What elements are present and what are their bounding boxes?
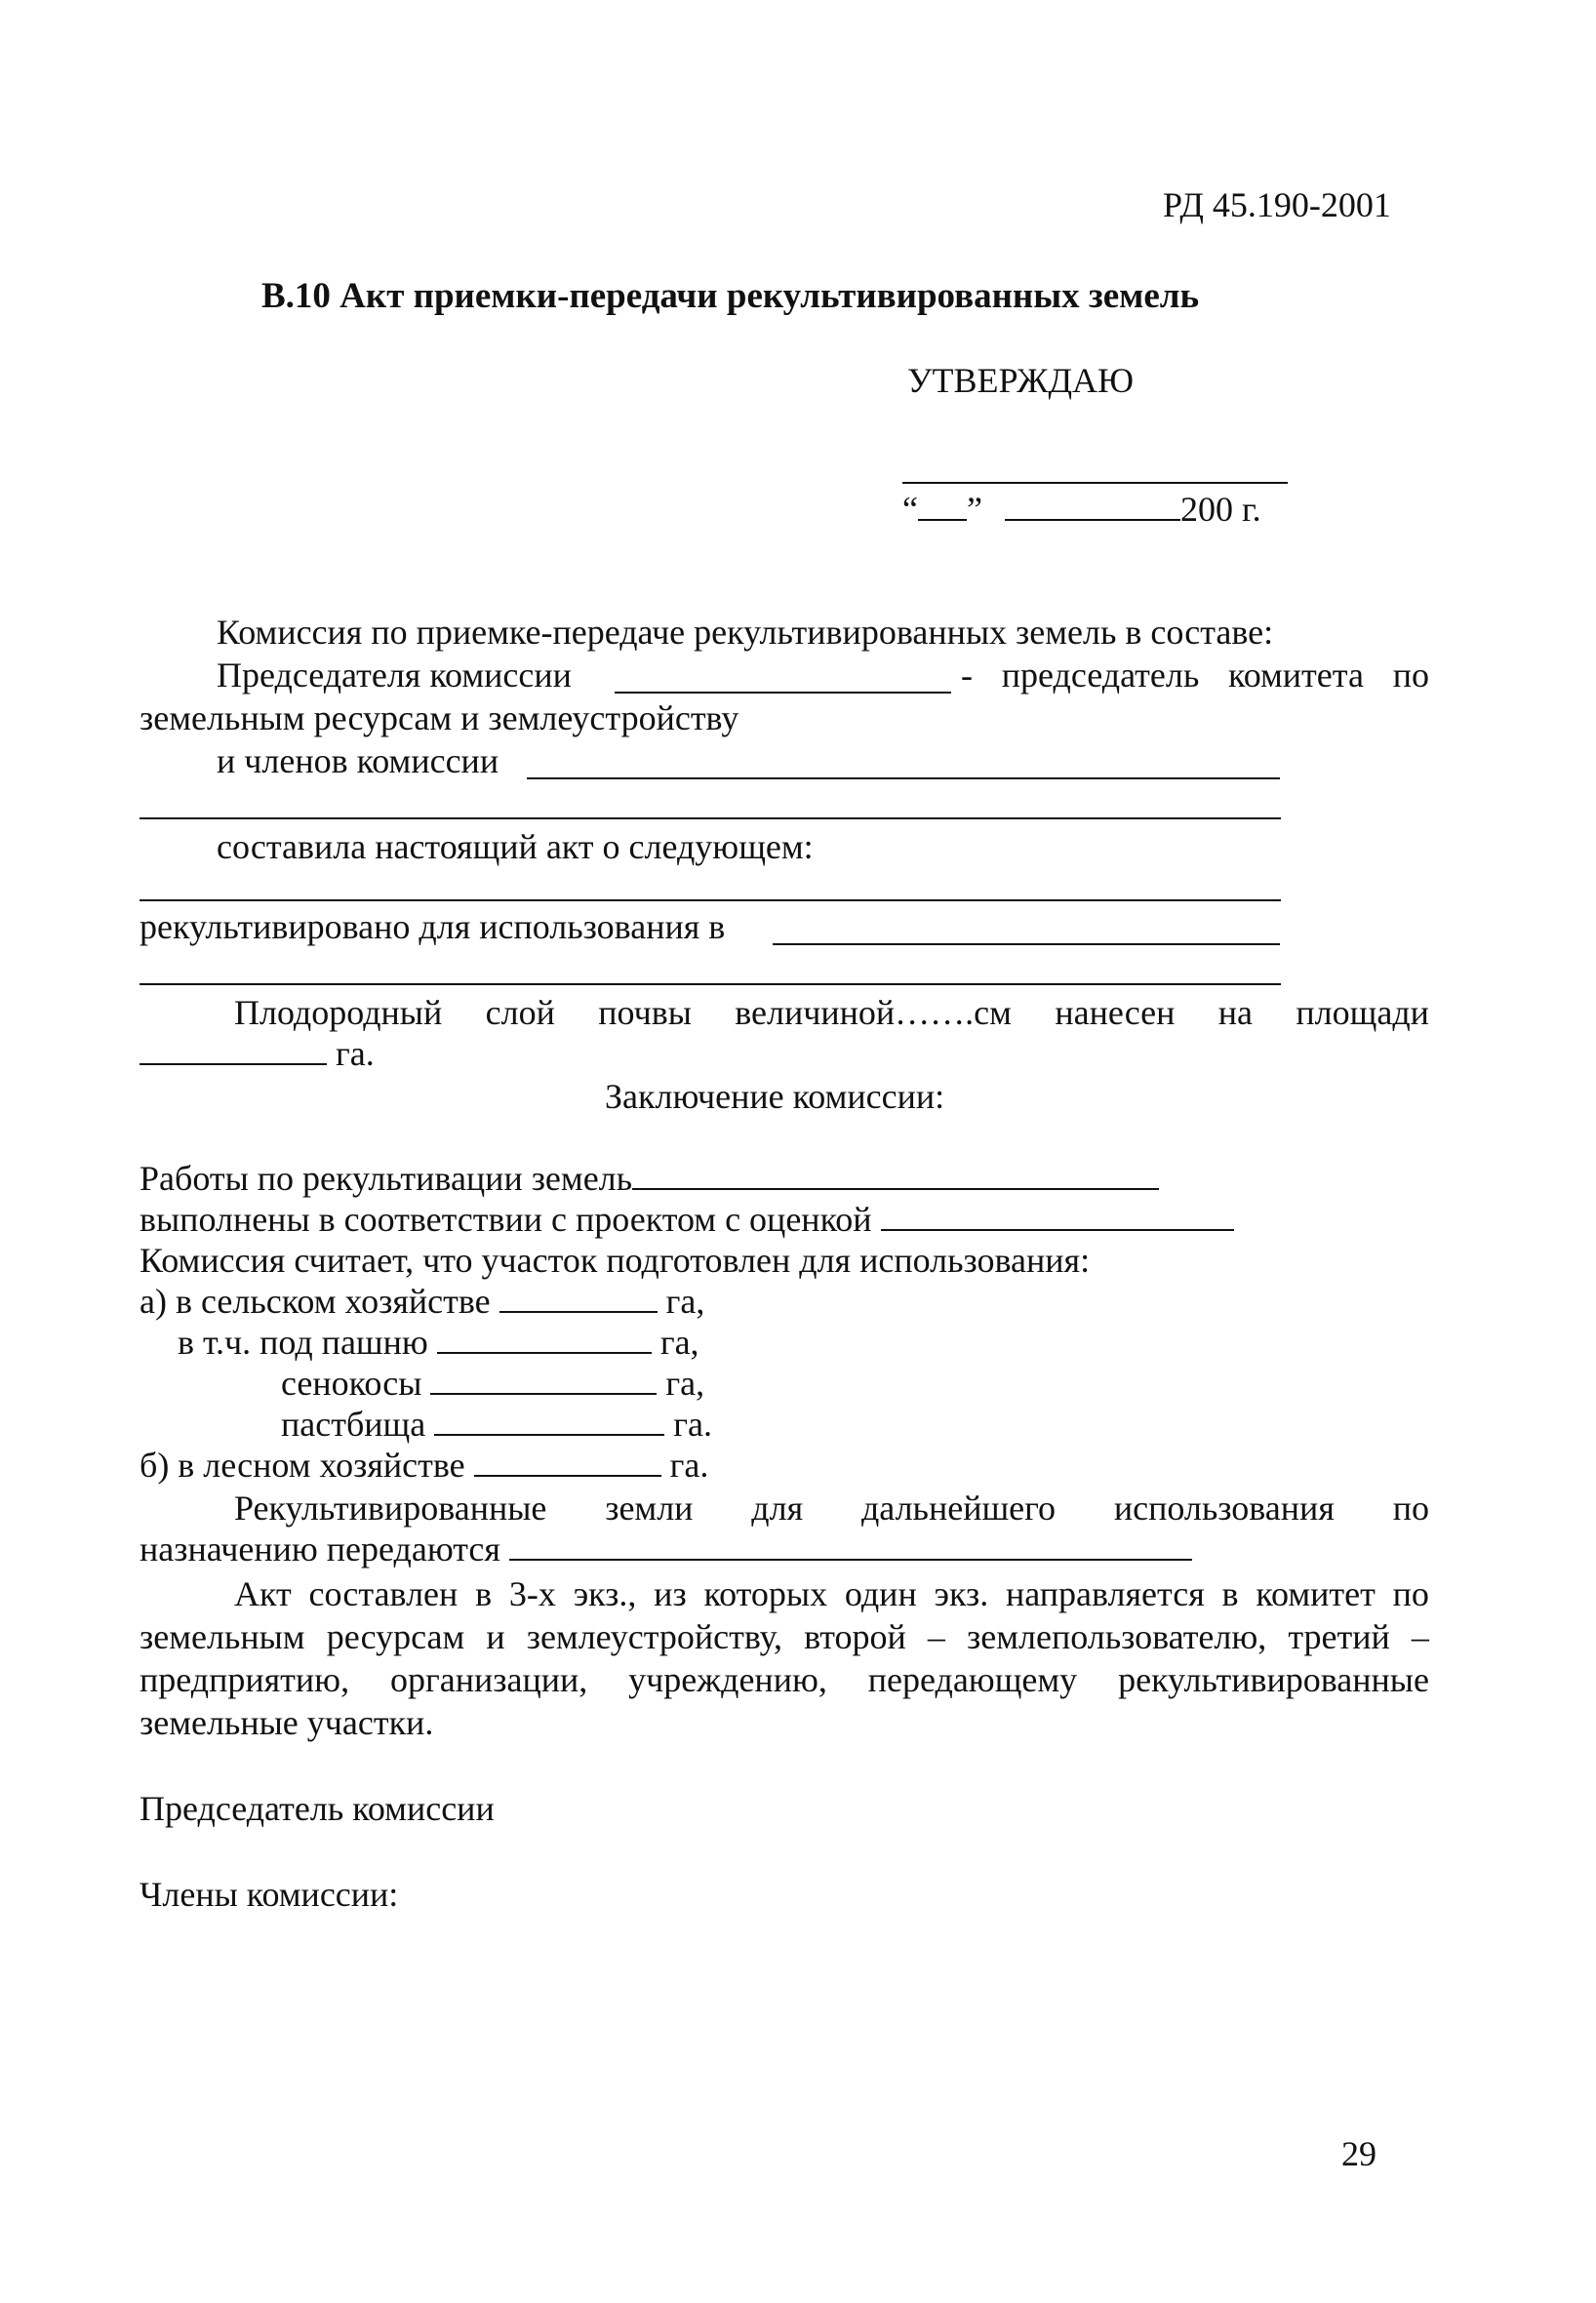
word: земли <box>605 1489 694 1528</box>
word: землеустройству, <box>526 1617 783 1656</box>
grade-blank <box>881 1200 1234 1231</box>
word: учреждению, <box>628 1660 827 1699</box>
word: Рекультивированные <box>234 1489 547 1528</box>
transfer-cont <box>140 1528 1192 1570</box>
approval-date-line <box>902 488 1261 531</box>
word: по <box>1392 1574 1429 1613</box>
copies-line-1 <box>234 1572 1429 1615</box>
members-line-2 <box>140 817 1281 819</box>
word: – <box>927 1617 945 1656</box>
word: площади <box>1296 993 1429 1032</box>
transfer-label: назначению передаются <box>140 1529 500 1568</box>
word: рекультивированные <box>1118 1660 1429 1699</box>
transfer-line <box>234 1487 1429 1529</box>
word: которых <box>703 1574 828 1613</box>
word: на <box>1217 993 1254 1032</box>
approver-signature-line <box>902 482 1288 484</box>
works-label: Работы по рекультивации земель <box>140 1159 633 1198</box>
ha-label: га, <box>659 1323 699 1362</box>
recultivated-for-line <box>773 943 1280 945</box>
word: и <box>486 1617 505 1656</box>
pasture-blank <box>434 1405 664 1436</box>
hay-blank <box>430 1364 657 1395</box>
done-label: выполнены в соответствии с проектом с оценкой <box>140 1200 872 1239</box>
word: организации, <box>389 1660 588 1699</box>
word: - <box>961 655 973 695</box>
hay-label: сенокосы <box>281 1364 422 1403</box>
copies-line-3 <box>140 1658 1429 1701</box>
word: для <box>751 1489 804 1528</box>
ha-label: га. <box>336 1034 375 1073</box>
ha-label: га. <box>669 1446 709 1485</box>
agri-line <box>140 1280 704 1323</box>
works-blank <box>632 1159 1159 1190</box>
ha-label: га, <box>665 1364 705 1403</box>
approval-word: УТВЕРЖДАЮ <box>907 361 1135 400</box>
recultivated-for: рекультивировано для использования в <box>140 907 726 946</box>
agri-label: а) в сельском хозяйстве <box>140 1282 491 1321</box>
word: из <box>654 1574 687 1613</box>
month-blank <box>1005 490 1180 521</box>
word: председатель <box>1001 655 1200 695</box>
word: экз., <box>573 1574 637 1613</box>
word: по <box>1392 655 1429 695</box>
considers-text: Комиссия считает, что участок подготовлен для использования: <box>140 1241 1091 1280</box>
commission-intro: Комиссия по приемке-передаче рекультивированных земель в составе: <box>217 613 1274 652</box>
word: один <box>844 1574 917 1613</box>
copies-line-4: земельные участки. <box>140 1703 434 1742</box>
recultivated-for-line-2 <box>140 983 1281 985</box>
conclusion-title: Заключение комиссии: <box>605 1077 945 1116</box>
word: экз. <box>934 1574 989 1613</box>
members-signature-label: Члены комиссии: <box>140 1875 399 1914</box>
word: слой <box>485 993 555 1032</box>
forest-blank <box>474 1446 661 1477</box>
composed-text: составила настоящий акт о следующем: <box>217 827 814 866</box>
chairman-signature-label: Председатель комиссии <box>140 1789 495 1828</box>
chairman-role <box>961 654 1429 696</box>
word: ресурсам <box>326 1617 465 1656</box>
soil-area <box>140 1032 375 1075</box>
members-label: и членов комиссии <box>217 741 499 780</box>
word: второй <box>804 1617 906 1656</box>
word: в <box>1221 1574 1239 1613</box>
word: передающему <box>867 1660 1078 1699</box>
chairman-label: Председателя комиссии <box>217 655 572 695</box>
word: 3-х <box>508 1574 556 1613</box>
word: почвы <box>598 993 692 1032</box>
word: составлен <box>308 1574 459 1613</box>
word: использования <box>1113 1489 1335 1528</box>
chairman-name-line <box>615 692 951 694</box>
members-line <box>527 777 1280 779</box>
works-line <box>140 1157 1159 1200</box>
year-label: 200 г. <box>1179 490 1261 529</box>
pasture-label: пастбища <box>281 1405 426 1444</box>
soil-area-blank <box>140 1034 327 1065</box>
word: – <box>1411 1617 1429 1656</box>
arable-label: в т.ч. под пашню <box>178 1323 428 1362</box>
word: нанесен <box>1055 993 1176 1032</box>
copies-line-2 <box>140 1615 1429 1658</box>
word: величиной…….см <box>735 993 1012 1032</box>
word: земельным <box>140 1617 305 1656</box>
soil-line <box>234 991 1429 1034</box>
forest-line <box>140 1444 708 1487</box>
word: Плодородный <box>234 993 443 1032</box>
hay-line <box>281 1362 704 1405</box>
word: предприятию, <box>140 1660 350 1699</box>
ha-label: га, <box>665 1282 705 1321</box>
word: Акт <box>234 1574 292 1613</box>
word: дальнейшего <box>860 1489 1057 1528</box>
quote-close: ” <box>966 490 982 529</box>
document-code: РД 45.190-2001 <box>1163 185 1391 224</box>
word: направляется <box>1006 1574 1205 1613</box>
word: комитета <box>1228 655 1364 695</box>
word: комитет <box>1256 1574 1376 1613</box>
quote-open: “ <box>902 490 918 529</box>
composed-line <box>140 899 1281 901</box>
forest-label: б) в лесном хозяйстве <box>140 1446 465 1485</box>
arable-blank <box>437 1323 652 1354</box>
arable-line <box>178 1321 699 1364</box>
ha-label: га. <box>673 1405 712 1444</box>
agri-blank <box>499 1282 658 1313</box>
word: третий <box>1288 1617 1390 1656</box>
transfer-blank <box>509 1529 1192 1561</box>
done-line <box>140 1198 1234 1241</box>
word: в <box>475 1574 493 1613</box>
word: землепользователю, <box>967 1617 1267 1656</box>
chairman-role-continued: земельным ресурсам и землеустройству <box>140 698 739 737</box>
page-number: 29 <box>1341 2134 1377 2173</box>
word: по <box>1392 1489 1429 1528</box>
section-title: В.10 Акт приемки-передачи рекультивированных земель <box>261 276 1200 316</box>
day-blank <box>918 490 967 521</box>
pasture-line <box>281 1403 712 1446</box>
